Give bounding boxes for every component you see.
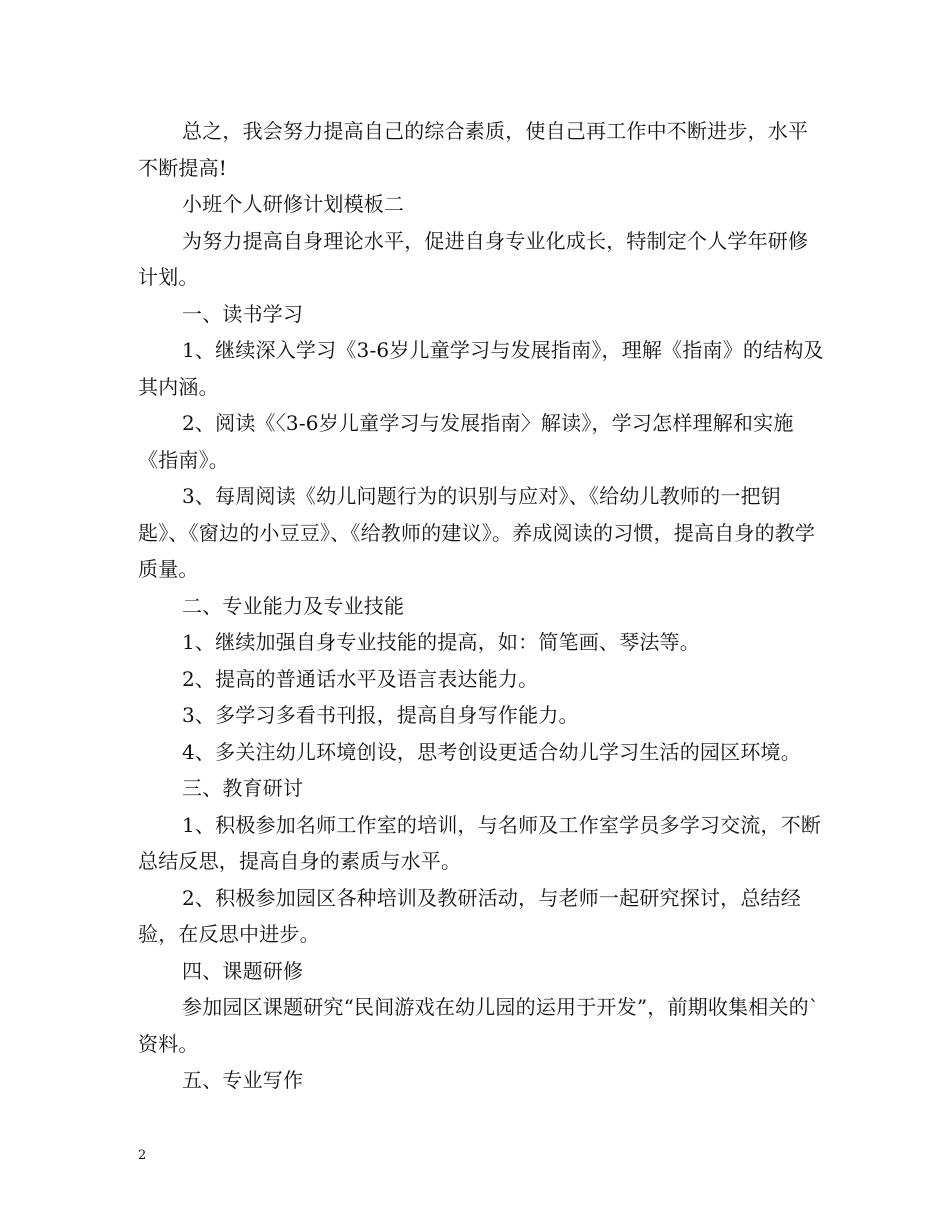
paragraph-skills-1: 1、继续加强自身专业技能的提高，如：简笔画、琴法等。 [182, 630, 700, 654]
paragraph-skills-3: 3、多学习多看书刊报，提高自身写作能力。 [182, 703, 579, 727]
paragraph-reading-1: 1、继续深入学习《3-6岁儿童学习与发展指南》，理解《指南》的结构及其内涵。 [138, 338, 824, 399]
paragraph-conclusion: 总之，我会努力提高自己的综合素质，使自己再工作中不断进步，水平不断提高! [138, 119, 809, 180]
section-heading-professional-skills: 二、专业能力及专业技能 [182, 593, 405, 618]
paragraph-reading-2: 2、阅读《〈3-6岁儿童学习与发展指南〉解读》，学习怎样理解和实施《指南》。 [138, 411, 794, 472]
section-heading-professional-writing: 五、专业写作 [182, 1068, 304, 1092]
section-heading-project-study: 四、课题研修 [182, 958, 304, 983]
paragraph-template-title: 小班个人研修计划模板二 [182, 192, 405, 216]
section-heading-education-research: 三、教育研讨 [182, 776, 304, 800]
section-heading-reading: 一、读书学习 [182, 301, 304, 326]
paragraph-research-2: 2、积极参加园区各种培训及教研活动，与老师一起研究探讨，总结经验，在反思中进步。 [138, 885, 801, 946]
page-number: 2 [138, 1148, 147, 1163]
paragraph-project-study: 参加园区课题研究“民间游戏在幼儿园的运用于开发”，前期收集相关的`资料。 [138, 995, 820, 1056]
paragraph-skills-2: 2、提高的普通话水平及语言表达能力。 [182, 666, 539, 691]
paragraph-intro: 为努力提高自身理论水平，促进自身专业化成长，特制定个人学年研修计划。 [138, 228, 809, 289]
paragraph-skills-4: 4、多关注幼儿环境创设，思考创设更适合幼儿学习生活的园区环境。 [182, 739, 801, 764]
paragraph-reading-3: 3、每周阅读《幼儿问题行为的识别与应对》、《给幼儿教师的一把钥匙》、《窗边的小豆豆》、《给教师的建议》。养成阅读的习惯，提高自身的教学质量。 [138, 484, 816, 581]
document-body [138, 113, 828, 1099]
paragraph-research-1: 1、积极参加名师工作室的培训，与名师及工作室学员多学习交流，不断总结反思，提高自身的素质与水平。 [138, 812, 822, 873]
